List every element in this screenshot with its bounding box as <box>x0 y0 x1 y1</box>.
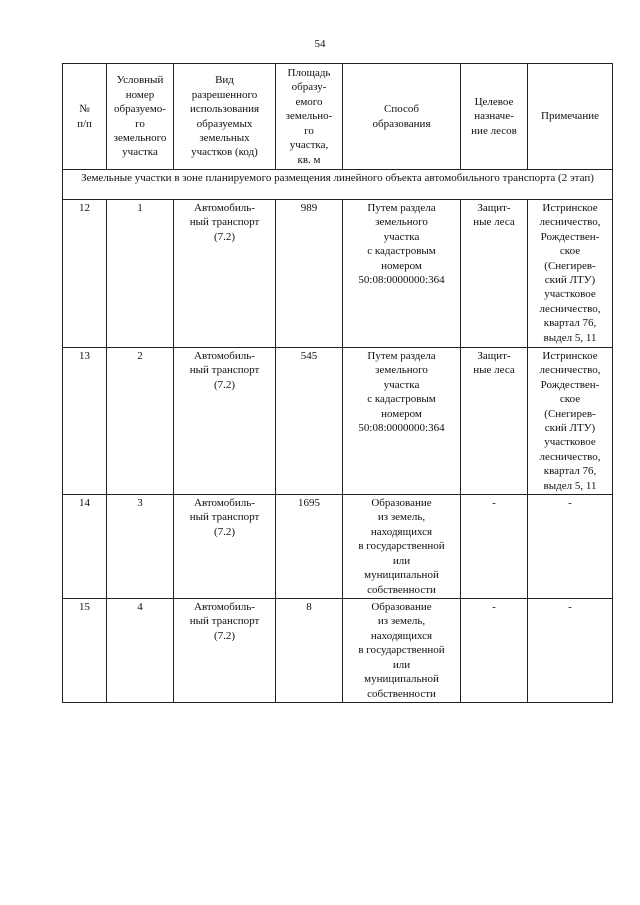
cell-cond-num: 3 <box>107 495 174 599</box>
cell-use: Автомобиль- ный транспорт (7.2) <box>174 200 276 348</box>
cell-no: 12 <box>63 200 107 348</box>
cell-no: 15 <box>63 599 107 703</box>
table-row <box>63 495 613 599</box>
header-cell-note: Примечание <box>528 64 613 170</box>
cell-note: - <box>528 495 613 599</box>
header-cell-purpose: Целевое назначе- ние лесов <box>461 64 528 170</box>
cell-method: Путем раздела земельного участка с кадастровым номером 50:08:0000000:364 <box>343 348 461 495</box>
cell-method: Образование из земель, находящихся в государственной или муниципальной собственности <box>343 599 461 703</box>
cell-use: Автомобиль- ный транспорт (7.2) <box>174 495 276 599</box>
cell-note: Истринское лесничество, Рождествен- ское (Снегирев- ский ЛТУ) участковое лесничество, квартал 76, выдел 5, 11 <box>528 348 613 495</box>
cell-cond-num: 1 <box>107 200 174 348</box>
cell-no: 13 <box>63 348 107 495</box>
header-row <box>63 64 613 170</box>
cell-purpose: - <box>461 599 528 703</box>
cell-method: Путем раздела земельного участка с кадастровым номером 50:08:0000000:364 <box>343 200 461 348</box>
cell-area: 545 <box>276 348 343 495</box>
cell-purpose: Защит- ные леса <box>461 348 528 495</box>
cell-purpose: Защит- ные леса <box>461 200 528 348</box>
cell-area: 989 <box>276 200 343 348</box>
cell-note: - <box>528 599 613 703</box>
cell-use: Автомобиль- ный транспорт (7.2) <box>174 348 276 495</box>
cell-cond-num: 2 <box>107 348 174 495</box>
cell-no: 14 <box>63 495 107 599</box>
header-cell-use: Вид разрешенного использования образуемых земельных участков (код) <box>174 64 276 170</box>
page-number: 54 <box>314 38 326 50</box>
cell-cond-num: 4 <box>107 599 174 703</box>
land-plots-table <box>62 63 613 703</box>
header-cell-area: Площадь образу- емого земельно- го участка, кв. м <box>276 64 343 170</box>
cell-method: Образование из земель, находящихся в государственной или муниципальной собственности <box>343 495 461 599</box>
cell-use: Автомобиль- ный транспорт (7.2) <box>174 599 276 703</box>
cell-purpose: - <box>461 495 528 599</box>
table-row <box>63 348 613 495</box>
header-cell-no: № п/п <box>63 64 107 170</box>
section-row <box>63 170 613 200</box>
cell-area: 1695 <box>276 495 343 599</box>
cell-note: Истринское лесничество, Рождествен- ское (Снегирев- ский ЛТУ) участковое лесничество, квартал 76, выдел 5, 11 <box>528 200 613 348</box>
section-title: Земельные участки в зоне планируемого размещения линейного объекта автомобильного транспорта (2 этап) <box>63 170 613 200</box>
header-cell-method: Способ образования <box>343 64 461 170</box>
table-row <box>63 200 613 348</box>
table-row <box>63 599 613 703</box>
header-cell-cond-num: Условный номер образуемо- го земельного участка <box>107 64 174 170</box>
cell-area: 8 <box>276 599 343 703</box>
